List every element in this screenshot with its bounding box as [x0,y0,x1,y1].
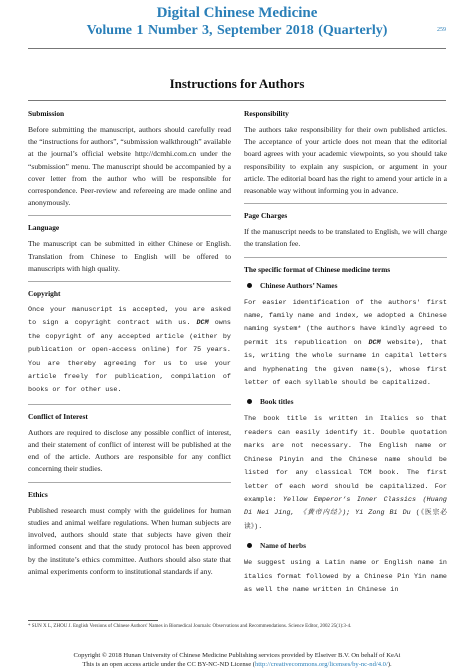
herbs-text: We suggest using a Latin name or English name in italics format followed by a Chinese Pin Yin name as well the name written in Chinese in [244,559,447,594]
section-divider [244,257,447,258]
book-titles-heading: Book titles [260,397,294,407]
left-column [28,108,231,584]
book-example-2-cn: (《医宗必读》). [244,509,448,531]
submission-text: Before submitting the manuscript, authors should carefully read the “instructions for authors”, “submission walkthrough” available at the journal’s official website http://dcmhi.com.cn under the “submission” menu. The manuscript should be accompanied by a cover letter from the author who will be responsible for correspondence. Peer-review and refereeing are made online and anonymously. [28,125,231,208]
book-example-pinyin: (Huang Di Nei Jing, 《黄帝内经》); [244,495,447,518]
dcm-abbrev: DCM [196,319,209,328]
herbs-heading: Name of herbs [260,541,306,551]
terms-heading: The specific format of Chinese medicine terms [244,264,391,274]
section-divider [28,404,231,405]
bullet-icon [247,399,252,404]
language-heading: Language [28,223,60,233]
copyright-line-2: This is an open access article under the CC BY-NC-ND License (http://creativecommons.org/licenses/by-nc-nd/4.0/). [82,661,392,668]
page-charges-text: If the manuscript needs to be translated to English, we will charge the translation fee. [244,227,447,249]
bullet-icon [247,543,252,548]
bullet-icon [247,283,252,288]
dcm-abbrev: DCM [368,338,381,347]
article-title: Instructions for Authors [169,76,305,91]
title-rule [28,100,446,101]
submission-heading: Submission [28,109,65,118]
conflict-text: Authors are required to disclose any possible conflict of interest, and their statement of conflict of interest will be published at the end of the article. Authors are responsible for any conflict concerning their studies. [28,427,231,474]
herbs-item [244,540,447,551]
journal-name: Digital Chinese Medicine [156,5,318,21]
responsibility-heading: Responsibility [244,109,289,118]
language-text: The manuscript can be submitted in either Chinese or English. Translation from Chinese to English will be offered to manuscripts with high quality. [28,239,231,273]
authors-names-text: For easier identification of the authors' first name, family name and index, we adopted a Chinese naming system* (the authors have kindly agreed to permit its republication on DCM website), that is, writing the whole surname in capital letters and hyphenating the given name(s), whose first letter of each syllable should be capitalized. [244,298,447,388]
book-example-en: Yellow Emperor’s Inner Classics [282,495,417,504]
header-rule [28,48,446,49]
section-divider [244,203,447,204]
book-titles-item [244,396,447,407]
section-divider [28,215,231,216]
authors-names-heading: Chinese Authors’ Names [260,280,338,290]
issue-info: Volume 1 Number 3, September 2018 (Quarterly) [86,23,388,38]
copyright-line-1: Copyright © 2018 Hunan University of Chinese Medicine Publishing services provided by Elseiver B.V. On behalf of KeAi [73,652,401,659]
section-divider [28,281,231,282]
conflict-heading: Conflict of Interest [28,411,88,421]
book-titles-text: The book title is written in Italics so that readers can easily identify it. Double quotation marks are not necessary. The English name or Chinese Pinyin and the Chinese name should be listed for any classical TCM book. The first letter of each word should be capitalized. For example: Yellow Emperor’s Inner Classics (Huang Di Nei Jing, 《黄帝内经》); Yi Zong Bi Du (《医宗必读》). [244,415,448,531]
right-column [244,108,447,603]
footnote-rule [28,620,158,621]
footnote: * SUN X L, ZHOU J. English Versions of Chinese Authors' Names in Biomedical Journals: Observations and Recommendations. Science Editor, 2002 25(1):3-4. [28,624,352,629]
authors-names-item [244,280,447,291]
license-link[interactable]: http://creativecommons.org/licenses/by-nc-nd/4.0/ [254,661,388,668]
section-divider [28,482,231,483]
responsibility-text: The authors take responsibility for their own published articles. The acceptance of your article does not mean that the editorial board agrees with your academic viewpoints, so you should take responsibility to explain any suspicion, or argument in your article. The editorial board has the right to amend your article in a reasonable way without informing you in advance. [244,125,447,196]
book-example-2: Yi Zong Bi Du [350,509,411,518]
copyright-text: Once your manuscript is accepted, you are asked to sign a copyright contract with us. DCM owns the copyright of any accepted article (either by publication or open-access online) for 75 years. You are thereby agreeing for us to use your article freely for publication, compilation of books or for other use. [28,306,231,395]
copyright-notice [0,651,474,669]
ethics-text: Published research must comply with the guidelines for human studies and animal welfare regulations. When human subjects are involved, authors should state that subjects have given their informed consent and that the study protocol has been approved by the institute’s ethics committee. Authors should also state that animal experiments conform to institutional standards if any. [28,505,231,576]
ethics-heading: Ethics [28,489,48,499]
copyright-heading: Copyright [28,289,61,299]
page-charges-heading: Page Charges [244,211,288,221]
page-number: 259 [437,27,446,33]
